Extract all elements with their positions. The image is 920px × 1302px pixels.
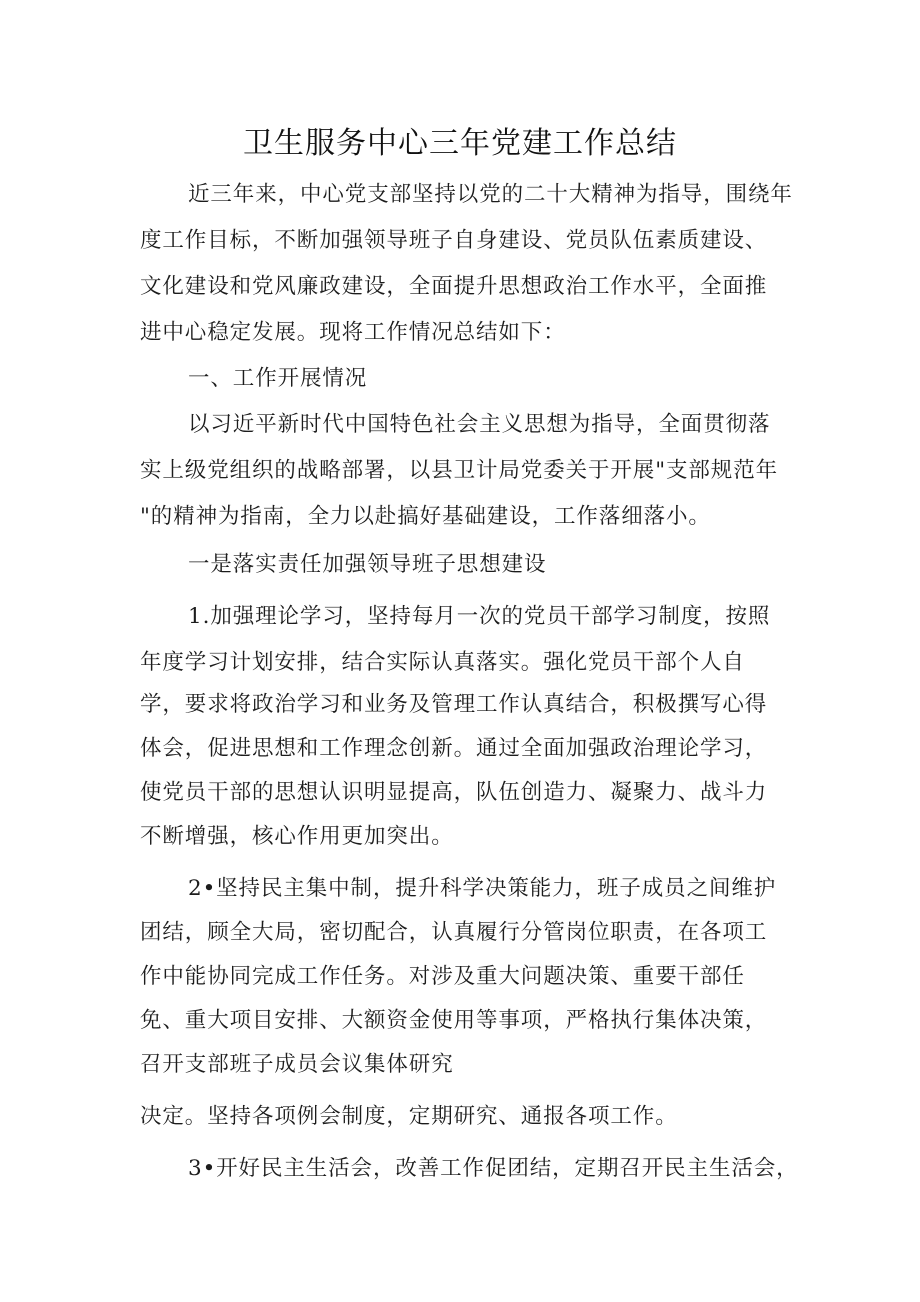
paragraph-line: 1.加强理论学习，坚持每月一次的党员干部学习制度，按照 (188, 604, 771, 629)
paragraph-line: 作中能协同完成工作任务。对涉及重大问题决策、重要干部任 (140, 964, 745, 989)
subsection-heading: 一是落实责任加强领导班子思想建设 (188, 552, 547, 577)
document-title: 卫生服务中心三年党建工作总结 (243, 126, 677, 161)
paragraph-line: 2•坚持民主集中制，提升科学决策能力，班子成员之间维护 (188, 876, 777, 901)
paragraph-line: 近三年来，中心党支部坚持以党的二十大精神为指导，围绕年 (188, 182, 793, 207)
paragraph-line: 团结，顾全大局，密切配合，认真履行分管岗位职责，在各项工 (140, 920, 768, 945)
paragraph-line: 度工作目标，不断加强领导班子自身建设、党员队伍素质建设、 (140, 228, 768, 253)
paragraph-line: 使党员干部的思想认识明显提高，队伍创造力、凝聚力、战斗力 (140, 780, 768, 805)
paragraph-line: 文化建设和党风廉政建设，全面提升思想政治工作水平，全面推 (140, 274, 768, 299)
paragraph-line: 年度学习计划安排，结合实际认真落实。强化党员干部个人自 (140, 650, 745, 675)
paragraph-line: 免、重大项目安排、大额资金使用等事项，严格执行集体决策， (140, 1008, 768, 1033)
paragraph-line: 实上级党组织的战略部署，以县卫计局党委关于开展"支部规范年 (140, 458, 778, 483)
paragraph-line: 决定。坚持各项例会制度，定期研究、通报各项工作。 (140, 1104, 678, 1129)
paragraph-line: 召开支部班子成员会议集体研究 (140, 1052, 454, 1077)
paragraph-line: "的精神为指南，全力以赴搞好基础建设，工作落细落小。 (140, 504, 711, 529)
paragraph-line: 以习近平新时代中国特色社会主义思想为指导，全面贯彻落 (188, 412, 771, 437)
paragraph-line: 体会，促进思想和工作理念创新。通过全面加强政治理论学习， (140, 736, 768, 761)
section-heading: 一、工作开展情况 (188, 366, 368, 391)
paragraph-line: 进中心稳定发展。现将工作情况总结如下： (140, 320, 566, 345)
paragraph-line: 不断增强，核心作用更加突出。 (140, 824, 454, 849)
paragraph-line: 3•开好民主生活会，改善工作促团结，定期召开民主生活会， (188, 1156, 799, 1181)
paragraph-line: 学，要求将政治学习和业务及管理工作认真结合，积极撰写心得 (140, 692, 768, 717)
